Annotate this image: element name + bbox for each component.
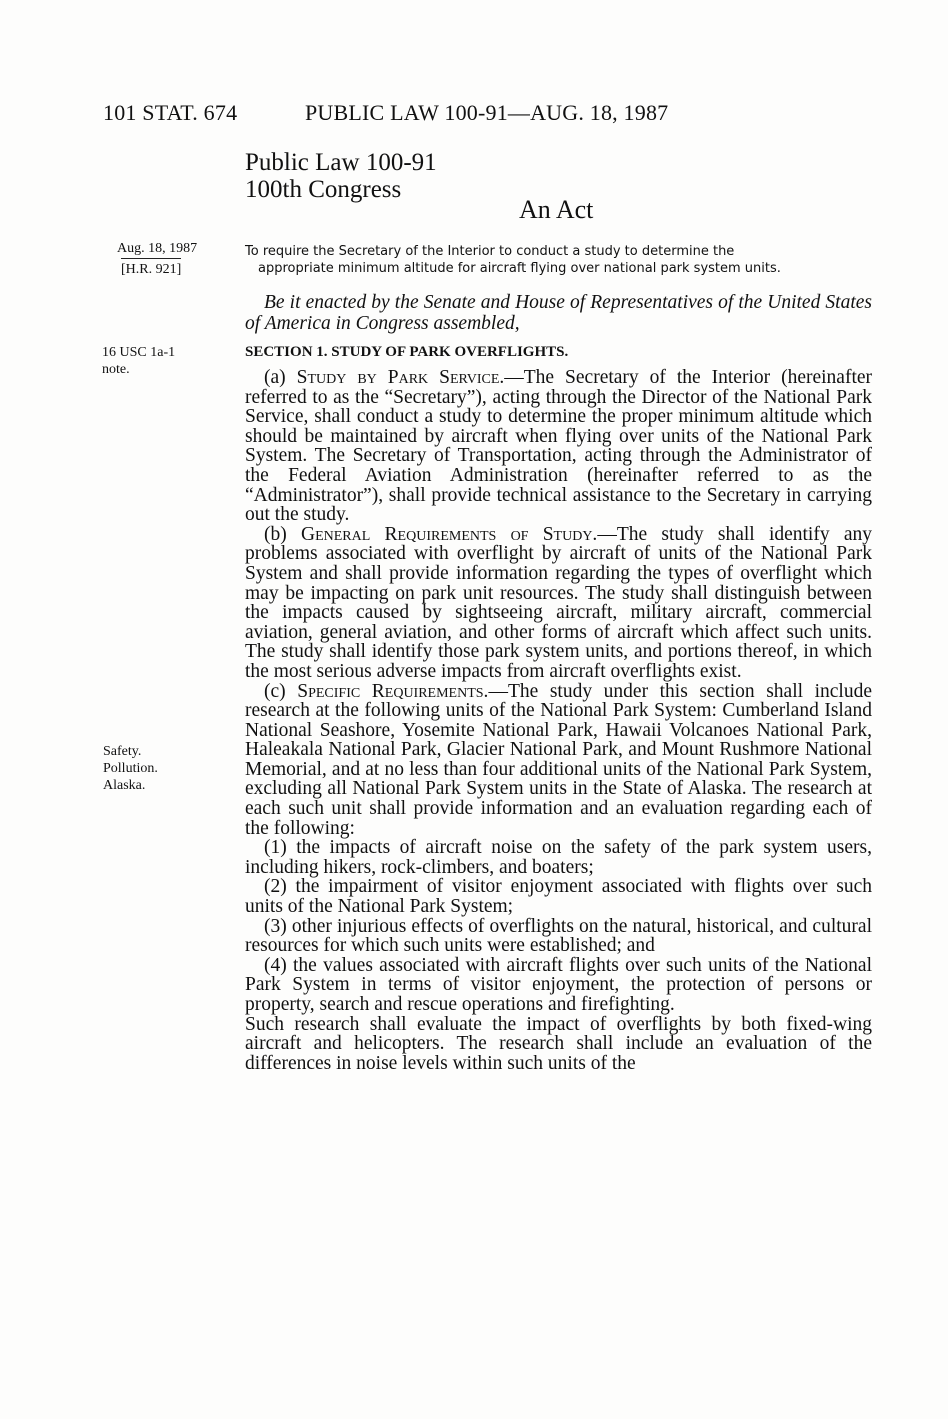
- page-stat-citation: 101 STAT. 674: [103, 100, 238, 125]
- subsection-c: [245, 682, 872, 839]
- subsection-b: [245, 525, 872, 682]
- topic-note: Alaska.: [103, 778, 146, 793]
- public-law-title: [245, 149, 437, 203]
- list-item: (1) the impacts of aircraft noise on the safety of the park system users, including hikers, rock-climbers, and boaters;: [245, 837, 872, 878]
- purpose-statement: [245, 243, 872, 277]
- list-item: (4) the values associated with aircraft flights over such units of the National Park System in terms of visitor enjoyment, the protection of persons or property, search and rescue operations and firefighting.: [245, 954, 872, 1015]
- bill-number: [H.R. 921]: [121, 258, 181, 279]
- enacting-clause: Be it enacted by the Senate and House of Representatives of the United States of America in Congress assembled,: [245, 292, 872, 334]
- list-item: (2) the impairment of visitor enjoyment associated with flights over such units of the National Park System;: [245, 876, 872, 918]
- usc-note-label: note.: [102, 362, 130, 377]
- subsection-text: —The Secretary of the Interior (hereinafter referred to as the “Secretary”), acting through the Director of the National Park Service, shall conduct a study to determine the proper minimum altitude which should be maintained by aircraft when flying over units of the National Park System. The Secretary of Transportation, acting through the Administrator of the Federal Aviation Administration (hereinafter referred to as the “Administrator”), shall provide technical assistance to the Secretary in carrying out the study.: [245, 367, 873, 526]
- subsection-heading: General Requirements of Study.: [301, 523, 598, 545]
- subsection-label: (c): [264, 680, 286, 702]
- usc-citation: 16 USC 1a-1: [102, 345, 176, 360]
- margin-date-note: [117, 240, 197, 279]
- subsection-label: (b): [264, 523, 287, 545]
- subsection-label: (a): [264, 367, 286, 388]
- subsection-text: —The study under this section shall include research at the following units of the National Park System: Cumberland Island National Seashore, Yosemite National Park, Hawaii Volcanoes National Park, Haleakala National Park, Glacier National Park, and Mount Rushmore National Memorial, and at no less than four additional units of the National Park System, excluding all National Park System units in the State of Alaska. The research at each such unit shall provide information and an evaluation regarding each of the following:: [245, 680, 872, 839]
- subsection-heading: Study by Park Service.: [296, 367, 505, 388]
- running-header: PUBLIC LAW 100-91—AUG. 18, 1987: [305, 100, 669, 125]
- section-body: [245, 368, 872, 1073]
- purpose-line: appropriate minimum altitude for aircraft flying over national park system units.: [258, 261, 781, 276]
- subsection-heading: Specific Requirements.: [297, 680, 489, 702]
- margin-topic-notes: [103, 743, 158, 794]
- margin-usc-note: [102, 344, 175, 378]
- subsection-a: [245, 368, 872, 525]
- section-heading: SECTION 1. STUDY OF PARK OVERFLIGHTS.: [245, 344, 569, 360]
- congress-number: 100th Congress: [245, 176, 402, 203]
- act-heading: An Act: [519, 195, 594, 224]
- purpose-line: To require the Secretary of the Interior to conduct a study to determine the: [245, 244, 735, 259]
- topic-note: Safety.: [103, 744, 142, 759]
- subsection-text: —The study shall identify any problems associated with overflight by aircraft of units of the National Park System and shall provide information regarding the types of overflight which may be impacting on park unit resources. The study shall distinguish between the impacts caused by sightseeing aircraft, military aircraft, commercial aviation, general aviation, and other forms of aircraft which affect such units. The study shall identify those park system units, and portions thereof, in which the most serious adverse impacts from aircraft overflights exist.: [245, 523, 872, 682]
- enactment-date: Aug. 18, 1987: [117, 241, 198, 256]
- closing-paragraph: Such research shall evaluate the impact of overflights by both fixed-wing aircraft and helicopters. The research shall include an evaluation of the differences in noise levels within such units of the: [245, 1013, 872, 1074]
- public-law-number: Public Law 100-91: [245, 149, 437, 176]
- topic-note: Pollution.: [103, 761, 158, 776]
- list-item: (3) other injurious effects of overflights on the natural, historical, and cultural resources for which such units were established; and: [245, 915, 872, 957]
